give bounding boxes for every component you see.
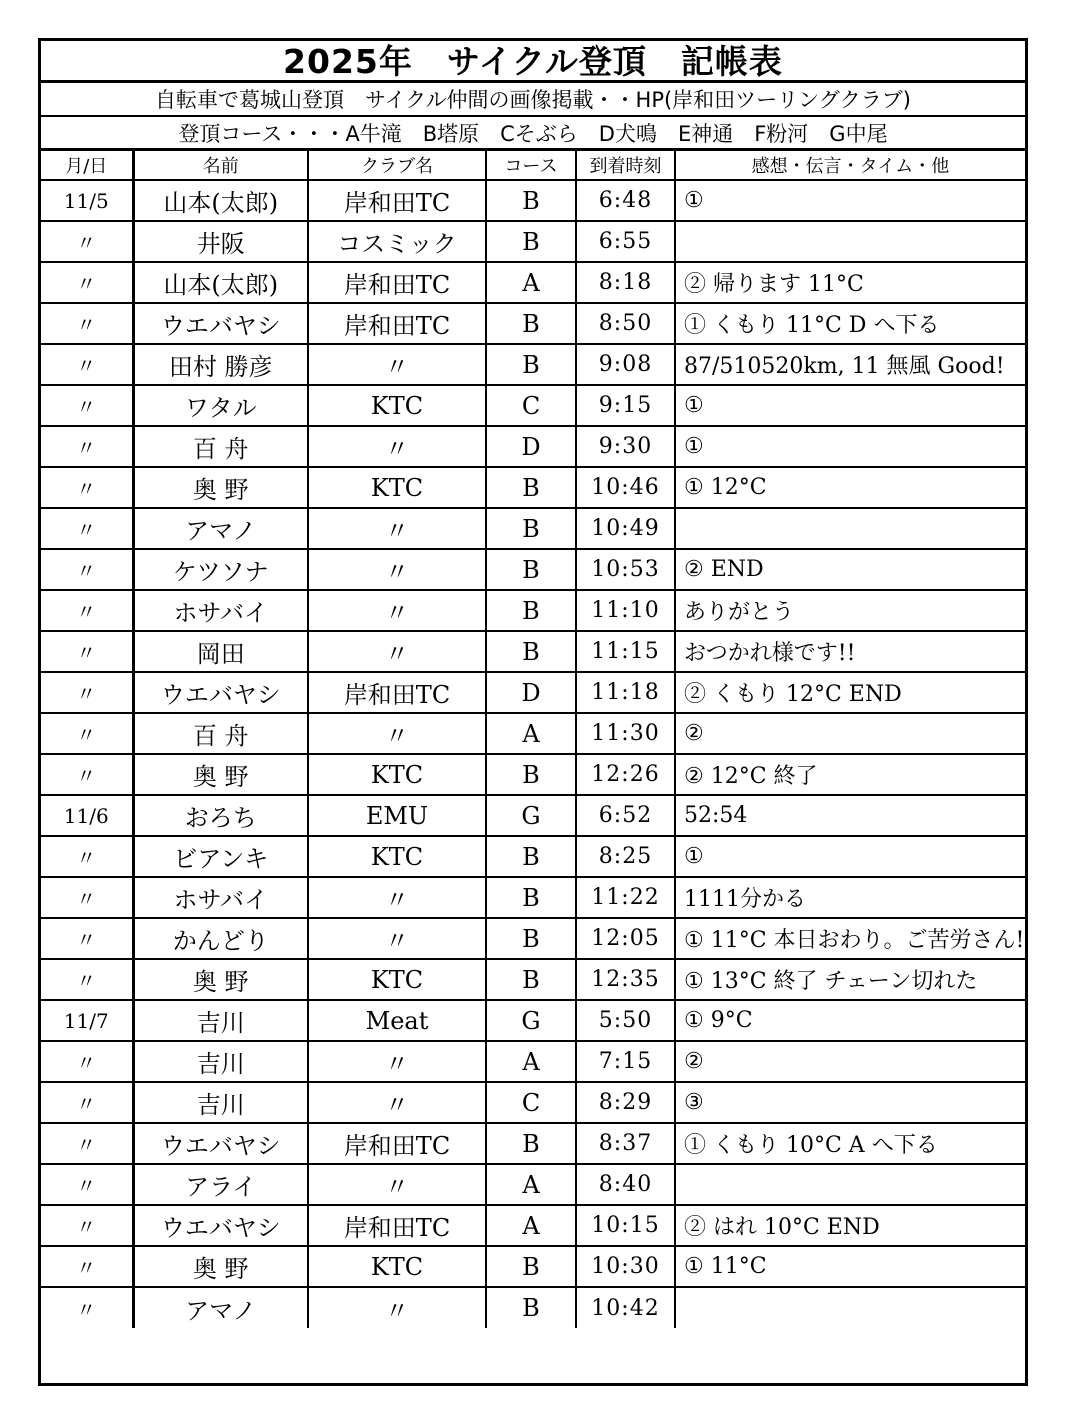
cell-name: 奥 野 bbox=[133, 1246, 308, 1287]
cell-course: B bbox=[486, 1123, 576, 1164]
log-table bbox=[41, 151, 1025, 1328]
cell-course: B bbox=[486, 836, 576, 877]
cell-date: 〃 bbox=[41, 262, 133, 303]
cell-name: 百 舟 bbox=[133, 426, 308, 467]
table-row bbox=[41, 1123, 1025, 1164]
cell-club: 〃 bbox=[308, 1287, 486, 1328]
table-row bbox=[41, 549, 1025, 590]
table-row bbox=[41, 754, 1025, 795]
cell-course: D bbox=[486, 426, 576, 467]
table-row bbox=[41, 1041, 1025, 1082]
cell-date: 〃 bbox=[41, 1205, 133, 1246]
cell-arrival-time: 8:37 bbox=[576, 1123, 675, 1164]
cell-date: 〃 bbox=[41, 590, 133, 631]
cell-course: B bbox=[486, 344, 576, 385]
table-header-row bbox=[41, 151, 1025, 180]
cell-note: ② くもり 12°C END bbox=[675, 672, 1025, 713]
cell-name: 百 舟 bbox=[133, 713, 308, 754]
cell-name: アライ bbox=[133, 1164, 308, 1205]
cell-club: コスミック bbox=[308, 221, 486, 262]
table-row bbox=[41, 1205, 1025, 1246]
cell-name: ケツソナ bbox=[133, 549, 308, 590]
cell-arrival-time: 8:25 bbox=[576, 836, 675, 877]
cell-course: B bbox=[486, 221, 576, 262]
cell-club: 岸和田TC bbox=[308, 672, 486, 713]
cell-name: かんどり bbox=[133, 918, 308, 959]
cell-date: 〃 bbox=[41, 303, 133, 344]
table-row bbox=[41, 1000, 1025, 1041]
cell-arrival-time: 11:10 bbox=[576, 590, 675, 631]
cell-arrival-time: 9:08 bbox=[576, 344, 675, 385]
table-row bbox=[41, 385, 1025, 426]
cell-name: 奥 野 bbox=[133, 467, 308, 508]
cell-date: 〃 bbox=[41, 221, 133, 262]
cell-note: ① bbox=[675, 385, 1025, 426]
cell-club: 岸和田TC bbox=[308, 1123, 486, 1164]
table-row bbox=[41, 467, 1025, 508]
cell-club: 〃 bbox=[308, 426, 486, 467]
cell-date: 〃 bbox=[41, 508, 133, 549]
cell-date: 〃 bbox=[41, 1287, 133, 1328]
cell-course: B bbox=[486, 877, 576, 918]
cell-date: 〃 bbox=[41, 344, 133, 385]
cell-name: ホサバイ bbox=[133, 877, 308, 918]
cell-club: EMU bbox=[308, 795, 486, 836]
cell-note: ② bbox=[675, 713, 1025, 754]
table-row bbox=[41, 959, 1025, 1000]
cell-date: 〃 bbox=[41, 1164, 133, 1205]
table-row bbox=[41, 1287, 1025, 1328]
cell-name: 井阪 bbox=[133, 221, 308, 262]
table-row bbox=[41, 1082, 1025, 1123]
column-header-name: 名前 bbox=[133, 151, 308, 180]
cell-course: C bbox=[486, 385, 576, 426]
cell-name: ビアンキ bbox=[133, 836, 308, 877]
cell-club: Meat bbox=[308, 1000, 486, 1041]
cell-course: B bbox=[486, 918, 576, 959]
cell-course: A bbox=[486, 262, 576, 303]
cell-name: アマノ bbox=[133, 508, 308, 549]
cell-name: ワタル bbox=[133, 385, 308, 426]
cell-date: 〃 bbox=[41, 918, 133, 959]
cell-club: 〃 bbox=[308, 918, 486, 959]
cell-club: 〃 bbox=[308, 1164, 486, 1205]
cell-arrival-time: 8:18 bbox=[576, 262, 675, 303]
cell-club: 〃 bbox=[308, 344, 486, 385]
cell-name: 吉川 bbox=[133, 1041, 308, 1082]
cell-arrival-time: 11:22 bbox=[576, 877, 675, 918]
cell-club: 〃 bbox=[308, 631, 486, 672]
cell-club: 〃 bbox=[308, 549, 486, 590]
cell-note: ② bbox=[675, 1041, 1025, 1082]
cell-course: A bbox=[486, 1164, 576, 1205]
cell-arrival-time: 10:15 bbox=[576, 1205, 675, 1246]
cell-name: 山本(太郎) bbox=[133, 180, 308, 221]
cell-course: C bbox=[486, 1082, 576, 1123]
cell-note: ① 11°C bbox=[675, 1246, 1025, 1287]
cell-arrival-time: 11:15 bbox=[576, 631, 675, 672]
cell-club: 〃 bbox=[308, 590, 486, 631]
cell-name: ウエバヤシ bbox=[133, 1205, 308, 1246]
cell-arrival-time: 10:53 bbox=[576, 549, 675, 590]
cell-date: 〃 bbox=[41, 1123, 133, 1164]
cell-name: おろち bbox=[133, 795, 308, 836]
cell-course: A bbox=[486, 1041, 576, 1082]
cell-date: 〃 bbox=[41, 713, 133, 754]
cell-date: 〃 bbox=[41, 959, 133, 1000]
cell-date: 11/6 bbox=[41, 795, 133, 836]
cell-date: 〃 bbox=[41, 877, 133, 918]
cell-course: B bbox=[486, 303, 576, 344]
cell-note: ② 12°C 終了 bbox=[675, 754, 1025, 795]
table-row bbox=[41, 303, 1025, 344]
table-row bbox=[41, 344, 1025, 385]
cell-date: 〃 bbox=[41, 1246, 133, 1287]
cell-note: ① 9°C bbox=[675, 1000, 1025, 1041]
cell-club: 〃 bbox=[308, 713, 486, 754]
cell-note bbox=[675, 221, 1025, 262]
cell-note: ③ bbox=[675, 1082, 1025, 1123]
cell-club: KTC bbox=[308, 754, 486, 795]
cell-date: 〃 bbox=[41, 1082, 133, 1123]
cell-course: A bbox=[486, 1205, 576, 1246]
cell-note: ② END bbox=[675, 549, 1025, 590]
cell-date: 〃 bbox=[41, 549, 133, 590]
sheet-subtitle: 自転車で葛城山登頂 サイクル仲間の画像掲載・・HP(岸和田ツーリングクラブ) bbox=[41, 83, 1025, 117]
cell-arrival-time: 10:49 bbox=[576, 508, 675, 549]
table-row bbox=[41, 672, 1025, 713]
cell-course: B bbox=[486, 1246, 576, 1287]
table-row bbox=[41, 590, 1025, 631]
cell-name: アマノ bbox=[133, 1287, 308, 1328]
cell-date: 〃 bbox=[41, 672, 133, 713]
cell-club: KTC bbox=[308, 959, 486, 1000]
column-header-course: コース bbox=[486, 151, 576, 180]
table-row bbox=[41, 795, 1025, 836]
log-sheet bbox=[38, 38, 1028, 1386]
cell-note: ① bbox=[675, 836, 1025, 877]
cell-course: B bbox=[486, 631, 576, 672]
cell-name: 田村 勝彦 bbox=[133, 344, 308, 385]
column-header-arrival-time: 到着時刻 bbox=[576, 151, 675, 180]
cell-note: 52:54 bbox=[675, 795, 1025, 836]
sheet-title: 2025年 サイクル登頂 記帳表 bbox=[41, 41, 1025, 83]
cell-club: KTC bbox=[308, 467, 486, 508]
cell-name: ウエバヤシ bbox=[133, 303, 308, 344]
cell-name: 山本(太郎) bbox=[133, 262, 308, 303]
cell-date: 〃 bbox=[41, 836, 133, 877]
cell-note bbox=[675, 1164, 1025, 1205]
cell-course: B bbox=[486, 1287, 576, 1328]
cell-note: ② 帰ります 11°C bbox=[675, 262, 1025, 303]
table-row bbox=[41, 262, 1025, 303]
column-header-date: 月/日 bbox=[41, 151, 133, 180]
cell-arrival-time: 11:30 bbox=[576, 713, 675, 754]
table-row bbox=[41, 918, 1025, 959]
cell-course: B bbox=[486, 754, 576, 795]
cell-arrival-time: 12:35 bbox=[576, 959, 675, 1000]
cell-note: 87/510520km, 11 無風 Good! bbox=[675, 344, 1025, 385]
cell-note: おつかれ様です!! bbox=[675, 631, 1025, 672]
cell-date: 〃 bbox=[41, 1041, 133, 1082]
cell-club: 岸和田TC bbox=[308, 303, 486, 344]
table-row bbox=[41, 836, 1025, 877]
cell-arrival-time: 10:46 bbox=[576, 467, 675, 508]
column-header-club: クラブ名 bbox=[308, 151, 486, 180]
table-row bbox=[41, 1164, 1025, 1205]
cell-club: KTC bbox=[308, 385, 486, 426]
cell-club: 〃 bbox=[308, 877, 486, 918]
cell-note: ① bbox=[675, 180, 1025, 221]
cell-arrival-time: 9:30 bbox=[576, 426, 675, 467]
cell-club: 〃 bbox=[308, 1082, 486, 1123]
table-body bbox=[41, 180, 1025, 1328]
table-row bbox=[41, 1246, 1025, 1287]
cell-date: 〃 bbox=[41, 754, 133, 795]
cell-name: 吉川 bbox=[133, 1082, 308, 1123]
cell-note bbox=[675, 508, 1025, 549]
cell-name: 岡田 bbox=[133, 631, 308, 672]
cell-arrival-time: 5:50 bbox=[576, 1000, 675, 1041]
cell-note: ② はれ 10°C END bbox=[675, 1205, 1025, 1246]
cell-arrival-time: 8:40 bbox=[576, 1164, 675, 1205]
cell-course: B bbox=[486, 549, 576, 590]
table-row bbox=[41, 221, 1025, 262]
cell-date: 11/7 bbox=[41, 1000, 133, 1041]
cell-arrival-time: 9:15 bbox=[576, 385, 675, 426]
cell-name: 奥 野 bbox=[133, 959, 308, 1000]
cell-note bbox=[675, 1287, 1025, 1328]
cell-arrival-time: 10:42 bbox=[576, 1287, 675, 1328]
cell-course: D bbox=[486, 672, 576, 713]
cell-course: G bbox=[486, 1000, 576, 1041]
cell-date: 〃 bbox=[41, 467, 133, 508]
cell-note: ありがとう bbox=[675, 590, 1025, 631]
cell-arrival-time: 6:48 bbox=[576, 180, 675, 221]
column-header-notes: 感想・伝言・タイム・他 bbox=[675, 151, 1025, 180]
cell-arrival-time: 11:18 bbox=[576, 672, 675, 713]
cell-name: ホサバイ bbox=[133, 590, 308, 631]
cell-club: 〃 bbox=[308, 508, 486, 549]
cell-arrival-time: 7:15 bbox=[576, 1041, 675, 1082]
table-row bbox=[41, 877, 1025, 918]
cell-note: 1111分かる bbox=[675, 877, 1025, 918]
table-row bbox=[41, 180, 1025, 221]
cell-name: ウエバヤシ bbox=[133, 1123, 308, 1164]
cell-arrival-time: 12:05 bbox=[576, 918, 675, 959]
cell-course: B bbox=[486, 467, 576, 508]
cell-club: 〃 bbox=[308, 1041, 486, 1082]
cell-club: 岸和田TC bbox=[308, 180, 486, 221]
table-row bbox=[41, 631, 1025, 672]
cell-arrival-time: 8:50 bbox=[576, 303, 675, 344]
cell-note: ① くもり 10°C A へ下る bbox=[675, 1123, 1025, 1164]
cell-date: 〃 bbox=[41, 385, 133, 426]
table-row bbox=[41, 426, 1025, 467]
cell-note: ① 13°C 終了 チェーン切れた bbox=[675, 959, 1025, 1000]
table-row bbox=[41, 508, 1025, 549]
cell-course: A bbox=[486, 713, 576, 754]
cell-arrival-time: 6:52 bbox=[576, 795, 675, 836]
cell-course: G bbox=[486, 795, 576, 836]
cell-arrival-time: 12:26 bbox=[576, 754, 675, 795]
cell-arrival-time: 10:30 bbox=[576, 1246, 675, 1287]
cell-name: ウエバヤシ bbox=[133, 672, 308, 713]
table-row bbox=[41, 713, 1025, 754]
cell-note: ① 12°C bbox=[675, 467, 1025, 508]
cell-course: B bbox=[486, 959, 576, 1000]
cell-note: ① くもり 11°C D へ下る bbox=[675, 303, 1025, 344]
cell-note: ① bbox=[675, 426, 1025, 467]
cell-club: 岸和田TC bbox=[308, 262, 486, 303]
cell-note: ① 11°C 本日おわり。ご苦労さん! bbox=[675, 918, 1025, 959]
cell-course: B bbox=[486, 508, 576, 549]
cell-name: 吉川 bbox=[133, 1000, 308, 1041]
cell-name: 奥 野 bbox=[133, 754, 308, 795]
cell-club: KTC bbox=[308, 836, 486, 877]
cell-arrival-time: 6:55 bbox=[576, 221, 675, 262]
cell-arrival-time: 8:29 bbox=[576, 1082, 675, 1123]
cell-date: 11/5 bbox=[41, 180, 133, 221]
cell-course: B bbox=[486, 180, 576, 221]
cell-course: B bbox=[486, 590, 576, 631]
cell-club: KTC bbox=[308, 1246, 486, 1287]
cell-club: 岸和田TC bbox=[308, 1205, 486, 1246]
course-legend: 登頂コース・・・A牛滝 B塔原 Cそぶら D犬鳴 E神通 F粉河 G中尾 bbox=[41, 117, 1025, 151]
cell-date: 〃 bbox=[41, 426, 133, 467]
cell-date: 〃 bbox=[41, 631, 133, 672]
